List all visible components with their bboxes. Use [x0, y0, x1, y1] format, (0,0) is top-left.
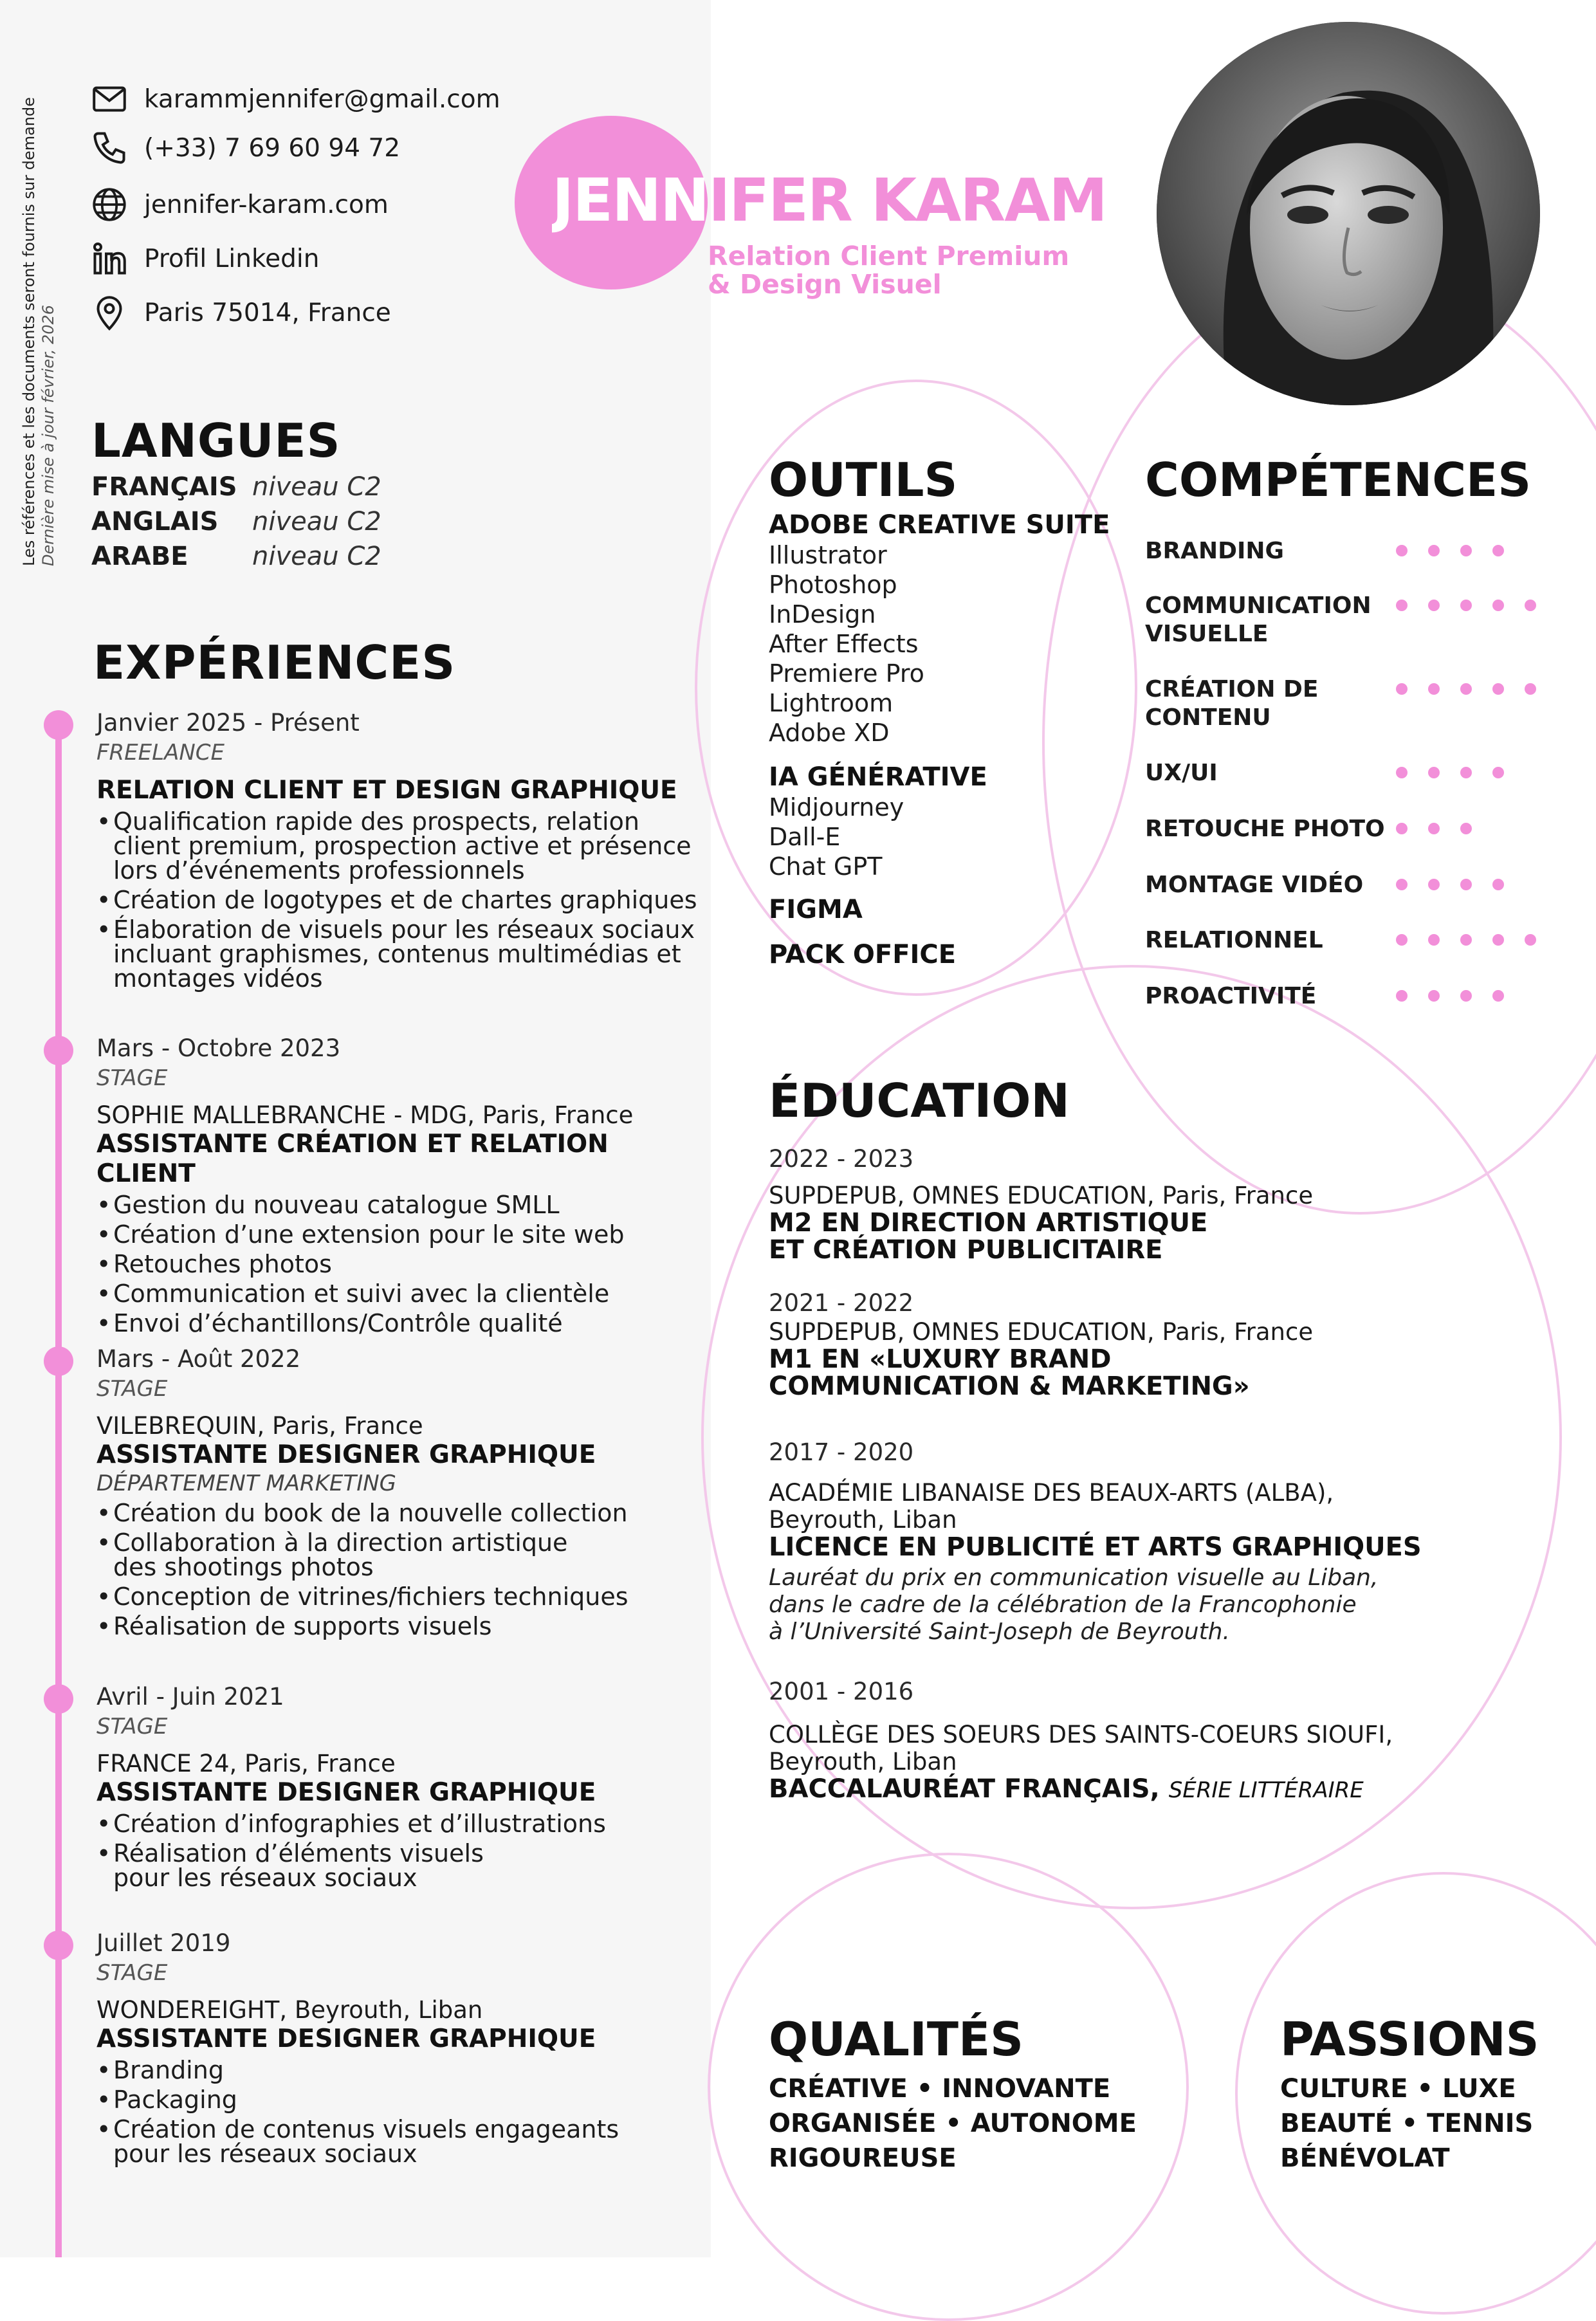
profile-photo — [1157, 22, 1540, 405]
skill-name: UX/UI — [1145, 760, 1218, 786]
skill-rating-dot — [1492, 990, 1504, 1002]
skill-name: RETOUCHE PHOTO — [1145, 816, 1385, 842]
timeline-line — [55, 724, 62, 2257]
timeline-dot — [44, 1931, 73, 1960]
education-years: 2021 - 2022 — [769, 1289, 914, 1317]
education-note: dans le cadre de la célébration de la Francophonie — [769, 1592, 1357, 1618]
experience-title: ASSISTANTE CRÉATION ET RELATION CLIENT — [96, 1130, 609, 1188]
skill-rating-dot — [1396, 683, 1408, 695]
skill-rating-dot — [1492, 600, 1504, 611]
skill-rating — [1396, 934, 1557, 946]
qualities-line: ORGANISÉE • AUTONOME — [769, 2109, 1137, 2138]
experience-bullet: • Retouches photos — [96, 1252, 708, 1276]
skill-name: COMMUNICATION VISUELLE — [1145, 592, 1371, 647]
skill-rating-dot — [1428, 600, 1440, 611]
skill-rating-dot — [1492, 683, 1504, 695]
education-years: 2017 - 2020 — [769, 1438, 914, 1466]
skill-rating-dot — [1396, 600, 1408, 611]
skill-rating-dot — [1525, 934, 1536, 946]
skill-name: PROACTIVITÉ — [1145, 983, 1317, 1009]
education-title: ÉDUCATION — [769, 1074, 1070, 1128]
education-degree: LICENCE EN PUBLICITÉ ET ARTS GRAPHIQUES — [769, 1532, 1422, 1562]
qualities-section — [769, 2007, 1137, 2176]
tools-section — [769, 450, 1129, 970]
contact-phone[interactable] — [90, 129, 400, 167]
experience-company: SOPHIE MALLEBRANCHE - MDG, Paris, France — [96, 1101, 634, 1129]
skill-name: BRANDING — [1145, 538, 1285, 564]
education-degree: M2 EN DIRECTION ARTISTIQUE — [769, 1208, 1208, 1238]
experience-title: ASSISTANTE DESIGNER GRAPHIQUE — [96, 2024, 596, 2053]
side-note-line2: Dernière mise à jour février, 2026 — [39, 304, 57, 566]
language-row — [91, 504, 381, 539]
contact-address-text: Paris 75014, France — [144, 298, 391, 327]
skill-rating-dot — [1492, 545, 1504, 556]
experience-company: FRANCE 24, Paris, France — [96, 1750, 396, 1777]
education-item — [769, 1288, 1541, 1400]
passions-line: BEAUTÉ • TENNIS — [1280, 2109, 1534, 2138]
subtitle-line1: Relation Client Premium — [708, 241, 1070, 271]
tool-item: Chat GPT — [769, 852, 883, 881]
experience-bullet: • Réalisation d’éléments visuels pour les réseaux sociaux — [96, 1841, 525, 1890]
education-school: COLLÈGE DES SOEURS DES SAINTS-COEURS SIOUFI, — [769, 1721, 1393, 1748]
subtitle-line2: & Design Visuel — [708, 269, 942, 300]
experiences-title: EXPÉRIENCES — [93, 636, 456, 690]
experience-bullet: • Élaboration de visuels pour les réseaux sociaux incluant graphismes, contenus multimédias et montages vidéos — [96, 917, 708, 991]
passions-title: PASSIONS — [1280, 2012, 1539, 2066]
experience-item — [96, 1033, 708, 1341]
language-row — [91, 470, 381, 504]
education-degree-main: BACCALAURÉAT FRANÇAIS, — [769, 1774, 1160, 1804]
qualities-line: CRÉATIVE • INNOVANTE — [769, 2074, 1111, 2104]
tool-group-name: FIGMA — [769, 895, 863, 924]
tool-item: Photoshop — [769, 571, 897, 599]
experience-date: Avril - Juin 2021 — [96, 1683, 284, 1711]
skill-rating-dot — [1428, 823, 1440, 834]
language-level: niveau C2 — [252, 507, 381, 537]
experience-item — [96, 1682, 708, 1895]
experience-bullet: • Packaging — [96, 2087, 708, 2112]
contact-email-text: karammjennifer@gmail.com — [144, 84, 500, 114]
experience-title: ASSISTANTE DESIGNER GRAPHIQUE — [96, 1778, 596, 1807]
tool-group-name: ADOBE CREATIVE SUITE — [769, 510, 1110, 540]
skill-rating-dot — [1428, 545, 1440, 556]
experience-bullets — [96, 1812, 708, 1890]
contact-address — [90, 293, 391, 332]
experience-item — [96, 1344, 708, 1644]
skill-rating-dot — [1396, 767, 1408, 778]
contact-website[interactable] — [90, 185, 389, 224]
skill-rating-dot — [1428, 683, 1440, 695]
skills-title: COMPÉTENCES — [1145, 453, 1532, 507]
skill-rating-dot — [1525, 600, 1536, 611]
skill-rating — [1396, 683, 1557, 695]
education-degree — [769, 1775, 1541, 1804]
contact-linkedin-text: Profil Linkedin — [144, 244, 320, 273]
side-note — [19, 97, 58, 566]
tool-item: InDesign — [769, 600, 876, 628]
skill-rating-dot — [1428, 879, 1440, 890]
skill-rating-dot — [1492, 767, 1504, 778]
skill-name: MONTAGE VIDÉO — [1145, 872, 1364, 898]
name-title: JENNIFER KARAM — [552, 166, 1106, 235]
education-degree-extra: SÉRIE LITTÉRAIRE — [1168, 1777, 1364, 1803]
experience-bullet: • Branding — [96, 2058, 708, 2082]
tool-item: Midjourney — [769, 793, 904, 821]
skill-rating-dot — [1396, 934, 1408, 946]
side-note-line1: Les références et les documents seront fournis sur demande — [20, 96, 38, 566]
tool-group-name: IA GÉNÉRATIVE — [769, 762, 987, 792]
skill-rating — [1396, 600, 1557, 611]
skill-rating-dot — [1460, 990, 1472, 1002]
location-pin-icon — [90, 293, 129, 332]
education-years: 2022 - 2023 — [769, 1145, 914, 1173]
education-degree: M1 EN «LUXURY BRAND — [769, 1344, 1112, 1374]
skill-rating-dot — [1428, 990, 1440, 1002]
experience-bullet: • Communication et suivi avec la clientèle — [96, 1281, 708, 1306]
education-degree-cont: COMMUNICATION & MARKETING» — [769, 1372, 1250, 1401]
education-note: à l’Université Saint-Joseph de Beyrouth. — [769, 1619, 1230, 1645]
contact-phone-text: (+33) 7 69 60 94 72 — [144, 133, 401, 163]
education-school: ACADÉMIE LIBANAISE DES BEAUX-ARTS (ALBA), — [769, 1479, 1334, 1507]
education-item — [769, 1676, 1541, 1804]
languages-title: LANGUES — [91, 414, 341, 468]
experience-title: ASSISTANTE DESIGNER GRAPHIQUE — [96, 1440, 596, 1469]
skill-rating — [1396, 879, 1525, 890]
experience-type: STAGE — [96, 1960, 168, 1986]
experience-company: VILEBREQUIN, Paris, France — [96, 1412, 423, 1440]
experience-type: STAGE — [96, 1065, 168, 1091]
language-name: ANGLAIS — [91, 507, 219, 537]
portrait-illustration — [1157, 22, 1540, 405]
experience-bullet: • Qualification rapide des prospects, relation client premium, prospection active et présence lors d’événements professionnels — [96, 809, 708, 883]
experience-bullet: • Réalisation de supports visuels — [96, 1614, 708, 1638]
experience-title: RELATION CLIENT ET DESIGN GRAPHIQUE — [96, 776, 677, 805]
header-subtitle — [708, 242, 1069, 298]
language-name: FRANÇAIS — [91, 472, 237, 502]
experience-bullets — [96, 2058, 708, 2166]
skill-rating — [1396, 823, 1492, 834]
skill-rating-dot — [1396, 879, 1408, 890]
experience-department: DÉPARTEMENT MARKETING — [96, 1471, 397, 1496]
experience-bullet: • Gestion du nouveau catalogue SMLL — [96, 1193, 708, 1217]
skill-rating-dot — [1460, 823, 1472, 834]
timeline-dot — [44, 1346, 73, 1376]
skill-rating-dot — [1428, 767, 1440, 778]
experience-type: FREELANCE — [96, 740, 225, 766]
experience-bullet: • Envoi d’échantillons/Contrôle qualité — [96, 1311, 708, 1335]
skill-rating-dot — [1428, 934, 1440, 946]
skill-rating-dot — [1460, 600, 1472, 611]
contact-linkedin[interactable] — [90, 239, 319, 278]
tool-item: After Effects — [769, 630, 919, 658]
experience-date: Mars - Octobre 2023 — [96, 1034, 341, 1062]
language-row — [91, 539, 381, 574]
experience-bullets — [96, 1193, 708, 1335]
education-degree-cont: ET CRÉATION PUBLICITAIRE — [769, 1235, 1163, 1265]
passions-line: BÉNÉVOLAT — [1280, 2143, 1450, 2173]
education-school: SUPDEPUB, OMNES EDUCATION, Paris, France — [769, 1182, 1314, 1209]
globe-icon — [90, 185, 129, 224]
education-item — [769, 1144, 1541, 1263]
experience-bullet: • Création d’une extension pour le site web — [96, 1222, 708, 1247]
experience-date: Janvier 2025 - Présent — [96, 709, 360, 737]
experience-date: Mars - Août 2022 — [96, 1345, 301, 1373]
skill-name: RELATIONNEL — [1145, 927, 1323, 953]
experience-bullets — [96, 809, 708, 991]
language-level: niveau C2 — [252, 472, 381, 502]
experience-company: WONDEREIGHT, Beyrouth, Liban — [96, 1996, 483, 2024]
tool-item: Adobe XD — [769, 719, 890, 747]
tool-item: Lightroom — [769, 689, 894, 717]
tool-item: Premiere Pro — [769, 659, 924, 688]
skill-rating-dot — [1460, 934, 1472, 946]
education-school: SUPDEPUB, OMNES EDUCATION, Paris, France — [769, 1318, 1314, 1346]
skill-rating — [1396, 990, 1525, 1002]
timeline-dot — [44, 1684, 73, 1714]
qualities-line: RIGOUREUSE — [769, 2143, 957, 2173]
education-item — [769, 1437, 1541, 1646]
skill-rating — [1396, 545, 1525, 556]
language-level: niveau C2 — [252, 542, 381, 571]
skill-rating-dot — [1396, 823, 1408, 834]
skill-rating-dot — [1460, 767, 1472, 778]
experience-item — [96, 1928, 708, 2171]
education-school-city: Beyrouth, Liban — [769, 1748, 957, 1775]
languages-section — [91, 412, 381, 574]
education-years: 2001 - 2016 — [769, 1678, 914, 1705]
skill-rating-dot — [1492, 934, 1504, 946]
skill-rating-dot — [1460, 879, 1472, 890]
timeline-dot — [44, 1036, 73, 1065]
contact-email[interactable] — [90, 80, 500, 118]
experience-bullet: • Création de logotypes et de chartes graphiques — [96, 888, 708, 912]
mail-icon — [90, 80, 129, 118]
passions-section — [1280, 2007, 1539, 2176]
experience-type: STAGE — [96, 1376, 168, 1402]
experience-bullet: • Création de contenus visuels engageants pour les réseaux sociaux — [96, 2117, 654, 2166]
tool-item: Dall-E — [769, 823, 841, 851]
skill-rating-dot — [1525, 683, 1536, 695]
skill-rating-dot — [1396, 990, 1408, 1002]
experience-bullet: • Conception de vitrines/fichiers techniques — [96, 1584, 708, 1609]
skill-name: CRÉATION DE CONTENU — [1145, 676, 1319, 731]
skill-rating-dot — [1460, 545, 1472, 556]
experience-bullet: • Création d’infographies et d’illustrations — [96, 1812, 708, 1836]
experience-item — [96, 708, 708, 996]
tool-item: Illustrator — [769, 541, 887, 569]
education-school-city: Beyrouth, Liban — [769, 1506, 957, 1534]
language-name: ARABE — [91, 542, 188, 571]
experience-date: Juillet 2019 — [96, 1929, 231, 1957]
passions-line: CULTURE • LUXE — [1280, 2074, 1516, 2104]
skill-rating-dot — [1460, 683, 1472, 695]
qualities-title: QUALITÉS — [769, 2012, 1023, 2066]
phone-icon — [90, 129, 129, 167]
experience-bullet: • Création du book de la nouvelle collection — [96, 1501, 708, 1525]
experience-bullets — [96, 1501, 708, 1638]
skill-rating-dot — [1492, 879, 1504, 890]
timeline-dot — [44, 710, 73, 740]
tool-group-name: PACK OFFICE — [769, 940, 957, 969]
experience-bullet: • Collaboration à la direction artistique des shootings photos — [96, 1530, 576, 1579]
tools-title: OUTILS — [769, 453, 958, 507]
skill-rating — [1396, 767, 1525, 778]
linkedin-icon — [90, 239, 129, 278]
experience-type: STAGE — [96, 1714, 168, 1739]
skill-rating-dot — [1396, 545, 1408, 556]
contact-website-text: jennifer-karam.com — [144, 190, 389, 219]
education-note: Lauréat du prix en communication visuelle au Liban, — [769, 1564, 1379, 1591]
